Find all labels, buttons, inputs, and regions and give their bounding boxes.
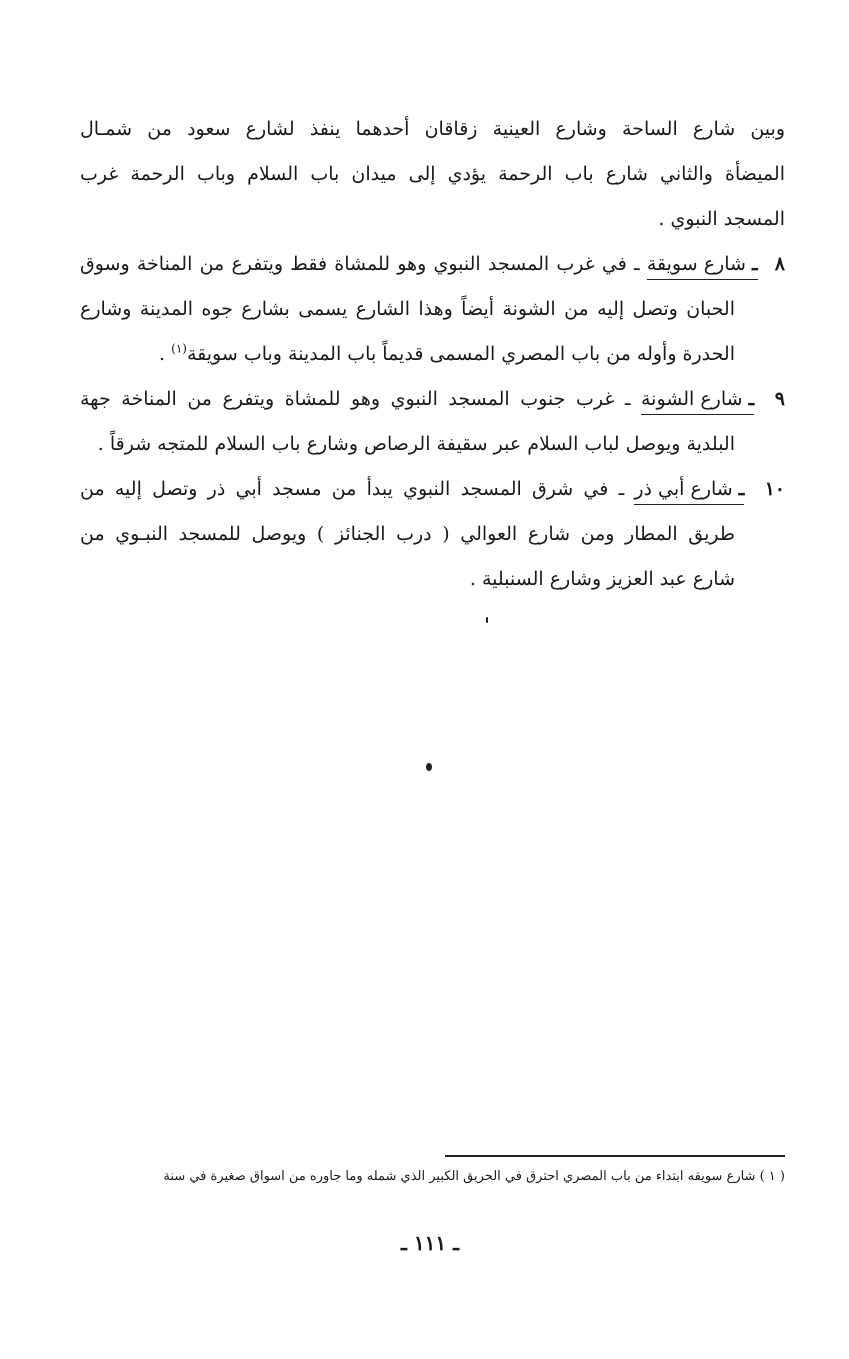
heading-dash: ـ — [738, 478, 745, 500]
intro-line: وبين شارع الساحة وشارع العينية زقاقان أحدهما ينفذ لشارع سعود من شمـال — [80, 118, 785, 140]
street-name: شارع أبي ذر — [634, 478, 733, 500]
item-continuation — [80, 422, 785, 467]
street-heading — [634, 474, 744, 505]
item-number: ٨ — [774, 253, 786, 275]
footnote-text: ( ١ ) شارع سويقه ابتداء من باب المصري احترق في الحريق الكبير الذي شمله وما جاوره من اسواق صغيرة في سنة — [163, 1169, 785, 1184]
heading-dash: ـ — [748, 388, 755, 410]
item-first-line — [80, 377, 785, 422]
scan-speck — [486, 617, 488, 623]
item-first-line — [80, 467, 785, 512]
footnote-separator — [445, 1155, 785, 1157]
footnote-reference[interactable]: (١) — [171, 341, 187, 356]
item-number: ٩ — [774, 388, 785, 410]
item-number: ١٠ — [764, 478, 785, 500]
street-item-9 — [80, 377, 785, 467]
page-number: ـ ١١١ ـ — [401, 1231, 459, 1255]
item-continuation — [80, 512, 785, 602]
intro-line: المسجد النبوي . — [658, 208, 785, 230]
item-line: الحبان وتصل إليه من الشونة أيضاً وهذا الشارع يسمى بشارع جوه المدينة وشارع — [80, 298, 735, 320]
street-name: شارع سويقة — [646, 253, 746, 275]
item-text: ـ في غرب المسجد النبوي وهو للمشاة فقط ويتفرع من المناخة وسوق — [80, 253, 640, 275]
item-line — [80, 332, 735, 377]
item-text: ـ في شرق المسجد النبوي يبدأ من مسجد أبي ذر وتصل إليه من — [80, 478, 625, 500]
item-line: طريق المطار ومن شارع العوالي ( درب الجنائز ) ويوصل للمسجد النبـوي من — [80, 523, 735, 545]
item-first-line — [80, 242, 785, 287]
item-continuation — [80, 287, 785, 377]
street-heading — [647, 249, 758, 280]
item-line-end: . — [159, 343, 172, 365]
street-heading — [641, 384, 754, 415]
street-item-8 — [80, 242, 785, 377]
street-name: شارع الشونة — [641, 388, 743, 410]
street-item-10 — [80, 467, 785, 602]
heading-dash: ـ — [751, 253, 758, 275]
scan-speck — [426, 763, 432, 771]
intro-paragraph — [80, 107, 785, 242]
item-line: البلدية ويوصل لباب السلام عبر سقيفة الرصاص وشارع باب السلام للمتجه شرقاً . — [97, 433, 735, 455]
item-text: ـ غرب جنوب المسجد النبوي وهو للمشاة ويتفرع من المناخة جهة — [80, 388, 631, 410]
item-line-text: الحدرة وأوله من باب المصري المسمى قديماً باب المدينة وباب سويقة — [186, 343, 735, 365]
item-line: شارع عبد العزيز وشارع السنبلية . — [469, 568, 735, 590]
intro-line: الميضأة والثاني شارع باب الرحمة يؤدي إلى ميدان باب السلام وباب الرحمة غرب — [80, 163, 785, 185]
